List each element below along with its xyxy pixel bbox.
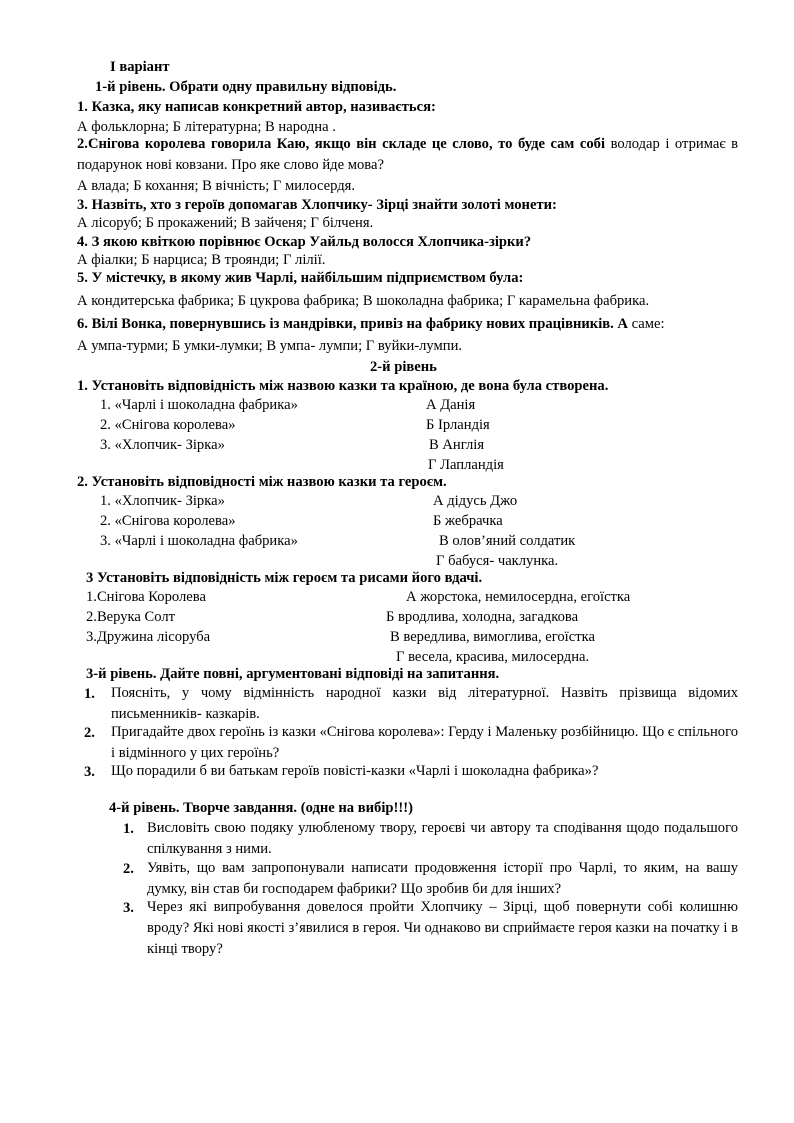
list-item: Г Лапландія	[428, 457, 504, 473]
list-item: А жорстока, немилосердна, егоїстка	[406, 589, 631, 605]
q1-answers: А фольклорна; Б літературна; В народна .	[77, 119, 336, 135]
list-item: 1.Снігова Королева	[86, 589, 206, 605]
q4-answers: А фіалки; Б нарциса; В троянди; Г лілії.	[77, 252, 326, 268]
q6-question	[77, 314, 665, 334]
level4-item-number: 2.	[123, 861, 134, 877]
q3-question: 3. Назвіть, хто з героїв допомагав Хлопчику- Зірці знайти золоті монети:	[77, 197, 557, 213]
level3-item-number: 1.	[84, 686, 95, 702]
list-item: 3.Дружина лісоруба	[86, 629, 211, 645]
level4-item-number: 1.	[123, 821, 134, 837]
list-item: 3. «Чарлі і шоколадна фабрика»	[100, 533, 298, 549]
list-item: А Данія	[426, 397, 476, 413]
t2-question: 2. Установіть відповідності між назвою казки та героєм.	[77, 474, 447, 490]
list-item: 2.Верука Солт	[86, 609, 176, 625]
q5-answers: А кондитерська фабрика; Б цукрова фабрика; В шоколадна фабрика; Г карамельна фабрика.	[77, 293, 650, 309]
list-item: 1. «Хлопчик- Зірка»	[100, 493, 225, 509]
list-item: В вередлива, вимоглива, егоїстка	[390, 629, 595, 645]
variant-title: I варіант	[110, 59, 170, 75]
level4-title: 4-й рівень. Творче завдання. (одне на вибір!!!)	[109, 800, 413, 816]
level3-item-number: 3.	[84, 764, 95, 780]
t2-left-list	[100, 491, 298, 551]
list-item: Б вродлива, холодна, загадкова	[386, 609, 579, 625]
q4-question: 4. З якою квіткою порівнює Оскар Уайльд волосся Хлопчика-зірки?	[77, 234, 532, 250]
level3-title: 3-й рівень. Дайте повні, аргументовані відповіді на запитання.	[86, 666, 500, 682]
list-item: Б жебрачка	[433, 513, 503, 529]
t2-right-list	[433, 491, 575, 571]
q2-question	[77, 134, 738, 176]
q2-question-bold: 2.Снігова королева говорила Каю, якщо він складе це слово, то буде сам собі	[77, 136, 606, 152]
t1-left-list	[100, 395, 298, 455]
list-item: В Англія	[429, 437, 485, 453]
list-item: 1. «Чарлі і шоколадна фабрика»	[100, 397, 298, 413]
list-item: А дідусь Джо	[433, 493, 518, 509]
level3-item: Поясніть, у чому відмінність народної казки від літературної. Назвіть прізвища відомих письменників- казкарів.	[111, 685, 738, 722]
level3-item: Що порадили б ви батькам героїв повісті-казки «Чарлі і шоколадна фабрика»?	[111, 763, 599, 779]
t3-left-list	[86, 587, 210, 647]
q6-answers: А умпа-турми; Б умки-лумки; В умпа- лумпи; Г вуйки-лумпи.	[77, 338, 463, 354]
q2-question-rest: володар і отримає в подарунок нові ковзани. Про яке слово йде мова?	[77, 136, 738, 173]
level4-item: Через які випробування довелося пройти Хлопчику – Зірці, щоб повернути собі колишню вроду? Які нові якості з’явилися в героя. Чи однаково ви сприймаєте героя казки на початку і в кінці твору?	[147, 899, 738, 957]
level4-item-number: 3.	[123, 900, 134, 916]
list-item: Г весела, красива, милосердна.	[396, 649, 590, 665]
list-item: 3. «Хлопчик- Зірка»	[100, 437, 225, 453]
level3-item-number: 2.	[84, 725, 95, 741]
q5-question: 5. У містечку, в якому жив Чарлі, найбільшим підприємством була:	[77, 270, 524, 286]
level1-title: 1-й рівень. Обрати одну правильну відповідь.	[95, 79, 397, 95]
level4-item: Висловіть свою подяку улюбленому твору, героєві чи автору та сподівання щодо подальшого спілкування з ними.	[147, 820, 738, 857]
t3-question: 3 Установіть відповідність між героєм та рисами його вдачі.	[86, 570, 483, 586]
list-item: Б Ірландія	[426, 417, 490, 433]
list-item: 2. «Снігова королева»	[100, 513, 236, 529]
list-item: Г бабуся- чаклунка.	[436, 553, 559, 569]
t1-question: 1. Установіть відповідність між назвою казки та країною, де вона була створена.	[77, 378, 609, 394]
list-item: 2. «Снігова королева»	[100, 417, 236, 433]
list-item: В олов’яний солдатик	[439, 533, 576, 549]
q6-question-bold: 6. Вілі Вонка, повернувшись із мандрівки, привіз на фабрику нових працівників. А	[77, 316, 628, 332]
q2-answers: А влада; Б кохання; В вічність; Г милосердя.	[77, 178, 356, 194]
level2-title: 2-й рівень	[370, 359, 437, 375]
q1-question: 1. Казка, яку написав конкретний автор, називається:	[77, 99, 436, 115]
level4-item: Уявіть, що вам запропонували написати продовження історії про Чарлі, то яким, на вашу думку, він став би господарем фабрики? Що зробив би для інших?	[147, 860, 738, 897]
t1-right-list	[426, 395, 504, 475]
q3-answers: А лісоруб; Б прокажений; В зайченя; Г білченя.	[77, 215, 374, 231]
t3-right-list	[386, 587, 630, 667]
q6-question-rest: саме:	[627, 316, 665, 332]
level3-item: Пригадайте двох героїнь із казки «Снігова королева»: Герду і Маленьку розбійницю. Що є спільного і відмінного у цих героїнь?	[111, 724, 738, 761]
